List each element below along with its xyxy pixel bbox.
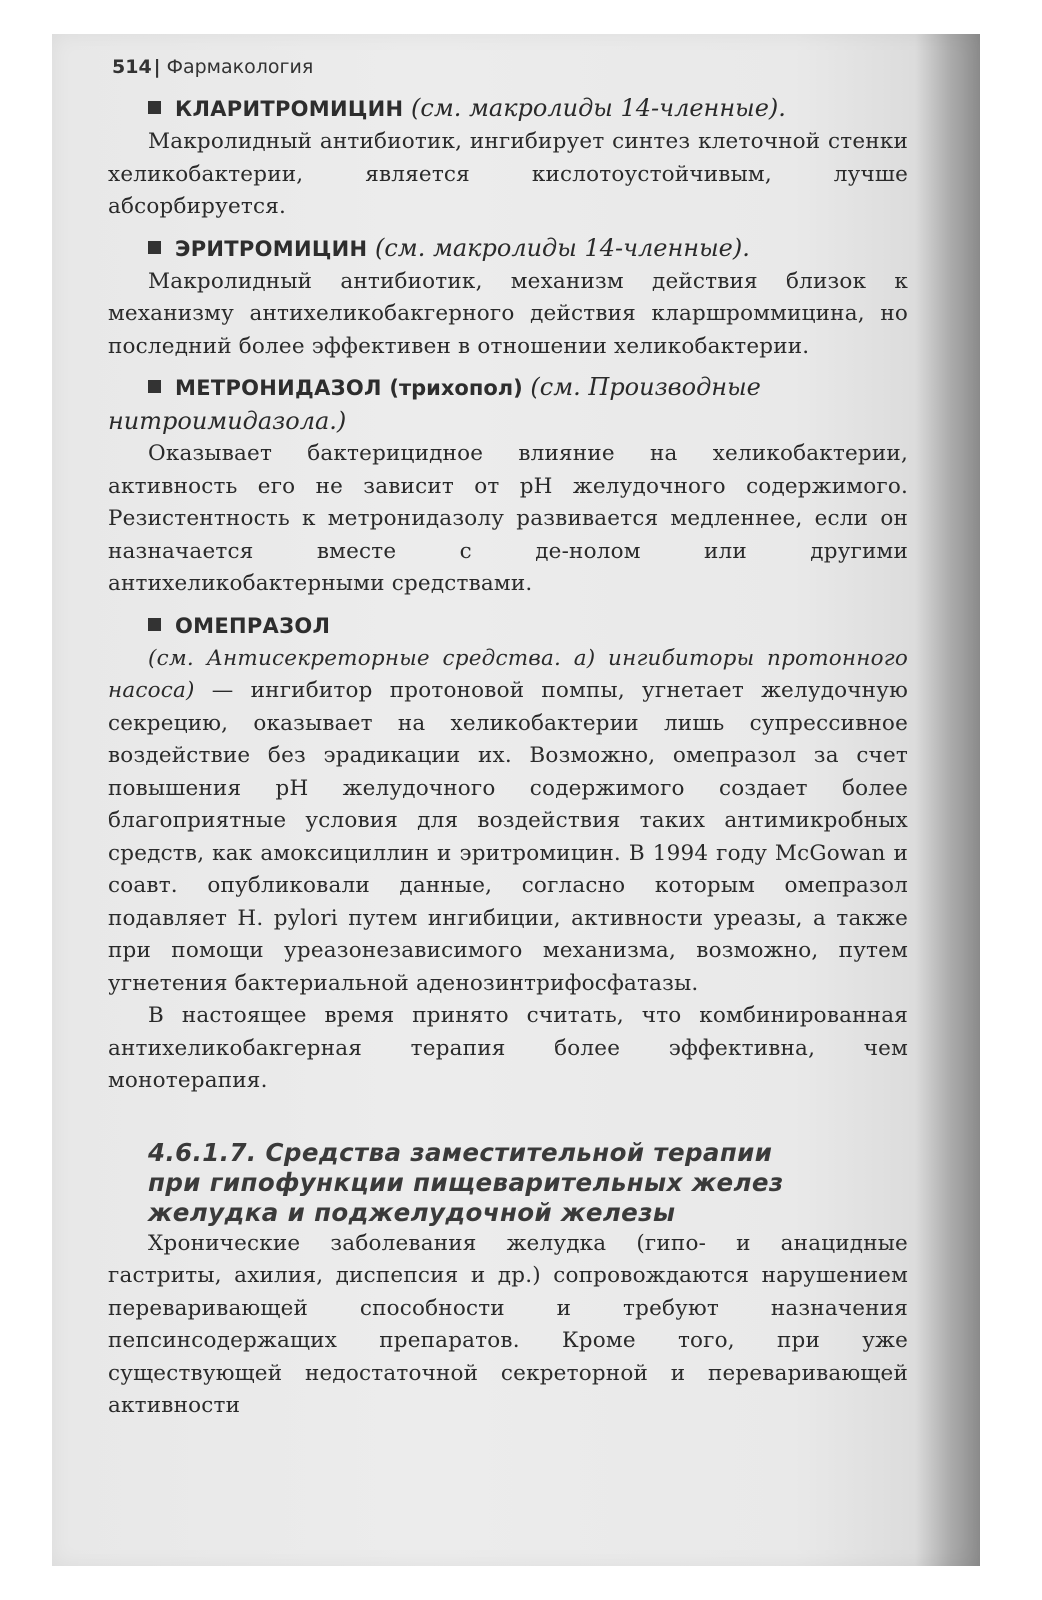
section-heading-line: при гипофункции пищеварительных желез: [148, 1167, 784, 1197]
drug-name: ОМЕПРАЗОЛ: [175, 613, 331, 638]
entry-heading-erythromycin: [148, 232, 908, 266]
running-head: [112, 52, 908, 82]
square-bullet-icon: [148, 380, 161, 393]
section-heading-line: желудка и поджелудочной железы: [148, 1197, 676, 1227]
entry-text-clarithromycin: Макролидный антибиотик, ингибирует синтез клеточной стенки хеликобактерии, является кислотоустойчивым, лучше абсорбируется.: [108, 129, 908, 219]
running-head-title: Фармакология: [166, 56, 314, 78]
drug-name: ЭРИТРОМИЦИН: [175, 236, 368, 261]
square-bullet-icon: [148, 618, 161, 631]
section-paragraph: Хронические заболевания желудка (гипо- и анацидные гастриты, ахилия, диспепсия и др.) сопровождаются нарушением переваривающей способности и требуют назначения пепсинсодержащих препаратов. Кроме того, при уже существующей недостаточной секреторной и переваривающей активности: [108, 1230, 908, 1418]
running-head-separator: |: [153, 56, 161, 78]
square-bullet-icon: [148, 101, 161, 114]
entry-heading-omeprazole: [148, 609, 908, 643]
square-bullet-icon: [148, 241, 161, 254]
book-page: [108, 52, 908, 1423]
drug-alt-name: (трихопол): [389, 376, 523, 400]
drug-name: КЛАРИТРОМИЦИН: [175, 97, 404, 121]
entry-text-erythromycin: Макролидный антибиотик, механизм действия близок к механизму антихеликобакгерного действия кларшроммицина, но последний более эффективен в отношении хеликобактерии.: [108, 268, 908, 359]
entry-body: — ингибитор протоновой помпы, угнетает желудочную секрецию, оказывает на хеликобактерии лишь супрессивное воздействие без эрадикации их. Возможно, омепразол за счет повышения рН желудочного содержимого создает более благоприятные условия для воздействия таких антимикробных средств, как амоксициллин и эритромицин. В 1994 году McGowan и соавт. опубликовали данные, согласно которым омепразол подавляет H. pylori путем ингибиции, активности уреазы, а также при помощи уреазонезависимого механизма, возможно, путем угнетения бактериальной аденозинтрифосфатазы.: [108, 678, 908, 996]
section-heading-line: 4.6.1.7. Средства заместительной терапии: [148, 1137, 773, 1167]
page-number: 514: [112, 56, 152, 78]
drug-reference: (см. Производные нитроимидазола.): [108, 373, 761, 435]
entry-text-metronidazole: Оказывает бактерицидное влияние на хеликобактерии, активность его не зависит от рН желудочного содержимого. Резистентность к метронидазолу развивается медленнее, если он назначается вместе с де-нолом или другими антихеликобактерными средствами.: [108, 441, 908, 596]
section-heading: [148, 1138, 908, 1228]
entry-text-omeprazole: [108, 643, 908, 1001]
drug-reference: (см. макролиды 14-членные).: [411, 94, 786, 122]
entry-heading-clarithromycin: [148, 92, 908, 126]
drug-reference: (см. Антисекреторные средства. а) ингибиторы протонного насоса): [108, 645, 908, 703]
drug-name: МЕТРОНИДАЗОЛ: [175, 376, 382, 400]
conclusion-paragraph: В настоящее время принято считать, что комбинированная антихеликобакгерная терапия более эффективна, чем монотерапия.: [108, 1003, 908, 1093]
drug-reference: (см. макролиды 14-членные).: [375, 233, 750, 262]
entry-heading-metronidazole: [108, 371, 908, 438]
